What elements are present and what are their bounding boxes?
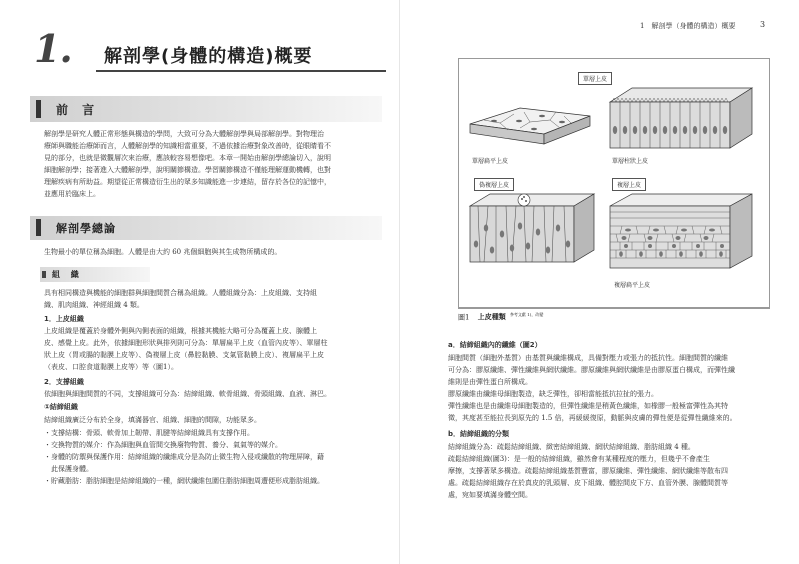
intro-line: 細胞解剖學；接著進入大體解剖學，說明關節構造。學習關節構造不僅能理解運動機轉，也對 xyxy=(44,166,331,174)
stratified-squamous-illustration xyxy=(606,188,756,272)
connective-heading: ①結締組織 xyxy=(44,403,78,411)
fibers-heading: a．結締組織內的纖維（圖2） xyxy=(448,341,542,349)
epithelial-line: 上皮組織是覆蓋於身體外側與內側表面的組織，根據其機能大略可分為覆蓋上皮、腺體上 xyxy=(44,327,317,335)
running-head: 1 解剖學（身體的構造）概要 xyxy=(640,22,736,30)
epithelial-heading: 1．上皮組織 xyxy=(44,315,84,323)
classification-line: 處。疏鬆結締組織存在於真皮的乳頭層、皮下組織、體腔間皮下方、血管外膜、腺體間質等 xyxy=(448,479,728,487)
classification-line: 疏鬆結締組織(圖3)：是一般的結締組織，雖然會有某種程度的壓力，但幾乎不會產生 xyxy=(448,455,710,463)
classification-line: 摩擦，支撐著眾多構造。疏鬆結締組織基質豐富，膠原纖維、彈性纖維、網狀纖維等散布四 xyxy=(448,467,728,475)
left-page xyxy=(0,0,399,564)
chapter-number: 1. xyxy=(34,26,72,71)
intro-section-title: 前 言 xyxy=(56,103,100,117)
chapter-title: 解剖學(身體的構造)概要 xyxy=(104,46,313,67)
figure-title: 上皮種類 xyxy=(477,313,506,322)
tissue-line: 具有相同構造與機能的細胞群與細胞間質合稱為組織。人體組織分為：上皮組織、支持組 xyxy=(44,289,317,297)
label-simple-columnar: 單層柱狀上皮 xyxy=(612,158,649,165)
intro-line: 見的部分，也就是微觀層次來治療，應該較容易想像吧。本章一開始由解剖學總論切入，說明 xyxy=(44,154,331,162)
intro-section-marker xyxy=(36,100,41,118)
fibers-line: 細胞間質（細胞外基質）由基質與纖維構成，具備對壓力或張力的抵抗性。細胞間質的纖維 xyxy=(448,354,728,362)
fibers-line: 可分為：膠原纖維、彈性纖維與網狀纖維。膠原纖維與網狀纖維是由膠原蛋白構成，而彈性纖 xyxy=(448,366,735,374)
intro-line: 解剖學是研究人體正常形態與構造的學問，大致可分為大體解剖學與局部解剖學。對物理治 xyxy=(44,130,324,138)
label-pseudostratified: 偽複層上皮 xyxy=(474,178,514,191)
classification-heading: b．結締組織的分類 xyxy=(448,430,510,438)
connective-bullets xyxy=(44,427,384,487)
bullet-item: ・身體的防禦與保護作用：結締組織的纖維成分是為防止微生物入侵或纖散的物理屏障，藉 xyxy=(44,453,324,461)
epithelial-line: （表皮、口腔食道黏膜上皮等）等（圖1）。 xyxy=(44,363,178,371)
tissue-subsection-marker xyxy=(42,271,46,278)
general-section-title: 解剖學總論 xyxy=(56,222,116,235)
right-page xyxy=(400,0,799,564)
bullet-item: ・支撐結構：骨頭、軟骨加上韌帶、肌腱等結締組織具有支撐作用。 xyxy=(44,429,254,437)
simple-columnar-illustration xyxy=(606,84,756,154)
classification-line: 結締組織分為：疏鬆結締組織、緻密結締組織、網狀結締組織、脂肪組織 4 種。 xyxy=(448,443,695,451)
figure-caption-rule xyxy=(458,308,770,309)
tissue-paragraph xyxy=(44,287,384,311)
tissue-line: 織、肌肉組織、神經組織 4 類。 xyxy=(44,301,144,309)
bullet-item: ・交換物質的媒介：作為細胞與血管間交換廢物物質、養分、氣氣等的媒介。 xyxy=(44,441,282,449)
label-stratified-squamous: 複層扁平上皮 xyxy=(614,282,651,289)
label-simple-squamous: 單層扁平上皮 xyxy=(472,158,509,165)
classification-line: 處，宛如要填滿身體空間。 xyxy=(448,491,532,499)
connective-line: 結締組織廣泛分布於全身，填滿器官、組織、細胞的間隙，功能眾多。 xyxy=(44,416,261,424)
figure-caption xyxy=(458,312,543,322)
bullet-item: ・貯藏脂肪：脂肪細胞是結締組織的一種，網狀纖維包圍住脂肪細胞周遭便形成脂肪組織。 xyxy=(44,477,324,485)
figure-reference: 參考文獻 1)，改變 xyxy=(509,312,544,317)
general-intro-line: 生物最小的單位稱為細胞。人體是由大約 60 兆個細胞與其生成物所構成的。 xyxy=(44,248,282,256)
intro-line: 療師與職能治療師而言，人體解剖學的知識相當重要，不過依據治療對象改善時，從眼睛看不 xyxy=(44,142,331,150)
supporting-line: 依細胞與細胞間質的不同，支撐組織可分為：結締組織、軟骨組織、骨頭組織、血液、淋巴。 xyxy=(44,390,331,398)
epithelial-line: 皮、感覺上皮。此外，依據細胞形狀與排列則可分為：單層扁平上皮（血管內皮等）、單層柱 xyxy=(44,339,328,347)
bullet-item: 此保護身體。 xyxy=(44,465,93,473)
simple-squamous-illustration xyxy=(464,100,594,152)
classification-paragraph xyxy=(448,441,788,501)
chapter-title-rule xyxy=(96,70,386,72)
general-section-marker xyxy=(36,219,41,236)
epithelial-line: 狀上皮（胃或腸的黏膜上皮等）、偽複層上皮（鼻腔黏膜、支氣管黏膜上皮）、複層扁平上皮 xyxy=(44,351,324,359)
fibers-paragraph xyxy=(448,352,788,424)
intro-paragraph xyxy=(44,128,384,200)
supporting-heading: 2．支撐組織 xyxy=(44,378,84,386)
fibers-line: 膠原纖維由纖維母細胞製造，缺乏彈性，卻相當能抵抗拉扯的張力。 xyxy=(448,390,658,398)
label-simple-epithelium: 單層上皮 xyxy=(578,72,612,85)
figure-number: 圖1 xyxy=(458,313,470,322)
page-number: 3 xyxy=(760,20,766,29)
pseudostratified-illustration xyxy=(466,188,598,266)
intro-line: 並應用於臨床上。 xyxy=(44,190,100,198)
label-stratified: 複層上皮 xyxy=(612,178,646,191)
fibers-line: 維則是由彈性蛋白所構成。 xyxy=(448,378,532,386)
fibers-line: 徵，其度甚至能拉長到原先的 1.5 倍，再緩緩復原，動脈與皮膚的彈性便是從彈性纖維來的。 xyxy=(448,414,737,422)
fibers-line: 彈性纖維也是由纖維母細胞製造的，但彈性纖維是稍黃色纖維，如橡膠一般極富彈性為其特 xyxy=(448,402,728,410)
epithelial-paragraph xyxy=(44,325,384,373)
intro-line: 理解疾病有所助益。期望從正常構造衍生出的眾多知識能進一步連結，留存於各位的記憶中， xyxy=(44,178,331,186)
tissue-subsection-title: 組 織 xyxy=(52,270,83,279)
